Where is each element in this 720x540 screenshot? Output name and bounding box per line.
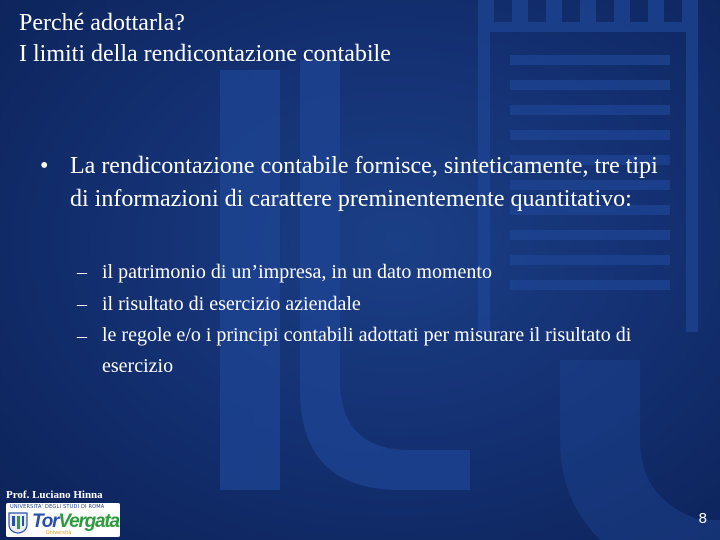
sub-bullet-list bbox=[77, 256, 657, 382]
dash-icon: – bbox=[77, 325, 87, 347]
sub-bullet-item bbox=[77, 256, 657, 288]
main-bullet bbox=[40, 150, 660, 216]
sub-bullet-item bbox=[77, 288, 657, 320]
author-name: Prof. Luciano Hinna bbox=[6, 489, 103, 501]
shield-icon bbox=[8, 512, 28, 534]
sub-bullet-text: il risultato di esercizio aziendale bbox=[102, 293, 361, 315]
logo-name-tor: Tor bbox=[32, 511, 59, 532]
title-line-2: I limiti della rendicontazione contabile bbox=[19, 41, 391, 67]
title-line-1: Perché adottarla? bbox=[19, 10, 185, 36]
sub-bullet-text: le regole e/o i principi contabili adottati per misurare il risultato di esercizio bbox=[102, 324, 632, 377]
main-bullet-text: La rendicontazione contabile fornisce, sinteticamente, tre tipi di informazioni di carattere preminentemente quantitativo: bbox=[70, 153, 658, 212]
slide-title bbox=[19, 8, 391, 70]
logo-university-text: UNIVERSITA' DEGLI STUDI DI ROMA bbox=[10, 504, 105, 510]
dash-icon: – bbox=[77, 261, 87, 283]
bullet-icon: • bbox=[40, 153, 49, 179]
logo-subtitle: Università bbox=[46, 530, 72, 536]
sub-bullet-item bbox=[77, 320, 657, 382]
logo-name-vergata: Vergata bbox=[58, 511, 119, 532]
dash-icon: – bbox=[77, 293, 87, 315]
university-logo bbox=[6, 503, 120, 537]
sub-bullet-text: il patrimonio di un’impresa, in un dato momento bbox=[102, 261, 492, 283]
page-number: 8 bbox=[698, 510, 707, 527]
